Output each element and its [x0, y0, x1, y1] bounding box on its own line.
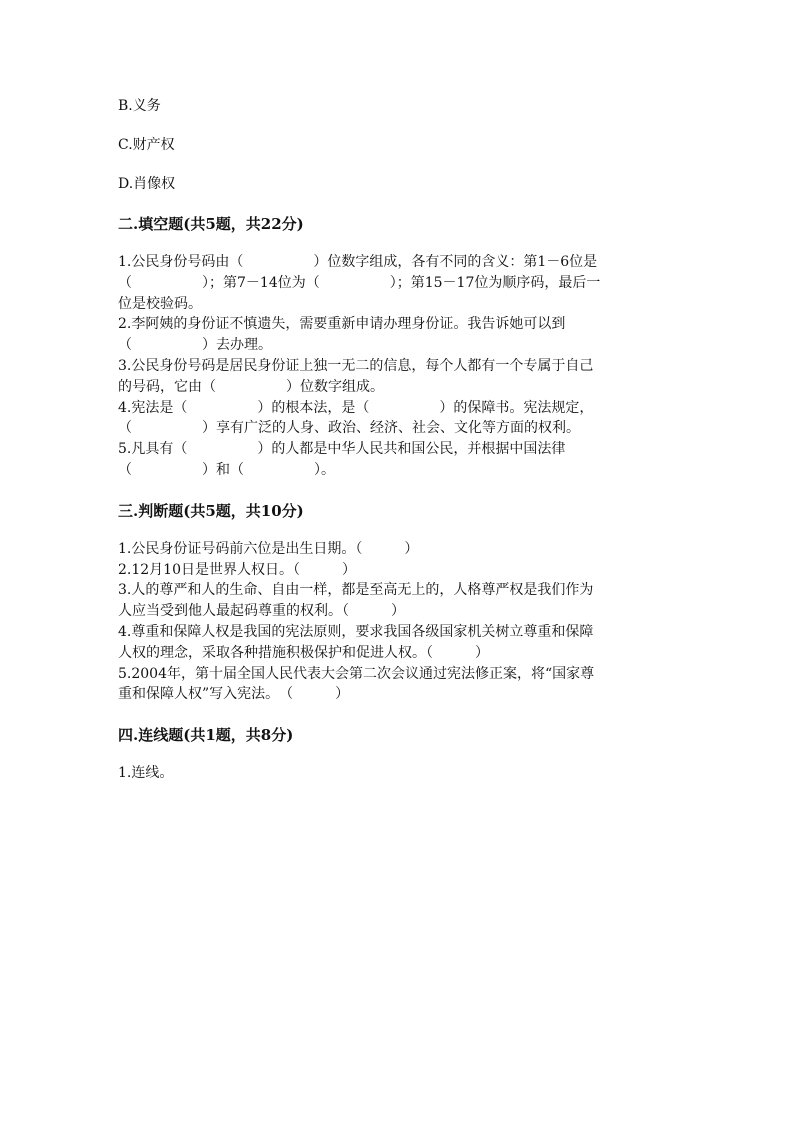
fill-in-question-1 [118, 252, 678, 314]
question-line: （ ）去办理。 [118, 337, 272, 354]
true-false-question-4 [118, 622, 678, 664]
question-line: （ ）；第7－14位为（ ）；第15－17位为顺序码，最后一 [118, 274, 601, 291]
option-b: B.义务 [118, 98, 161, 114]
true-false-question-3 [118, 580, 678, 622]
section-title-true-false: 三.判断题(共5题，共10分) [118, 501, 304, 520]
question-line: 重和保障人权”写入宪法。 （ ） [118, 686, 350, 703]
true-false-question-1 [118, 539, 678, 560]
fill-in-questions [118, 252, 678, 481]
question-line: 1.公民身份号码由（ ）位数字组成，各有不同的含义：第1－6位是 [118, 254, 598, 270]
option-d: D.肖像权 [118, 176, 176, 192]
section-title-matching: 四.连线题(共1题，共8分) [118, 726, 294, 745]
question-line: 人权的理念，采取各种措施积极保护和促进人权。（ ） [118, 644, 489, 661]
exam-page [118, 96, 678, 803]
matching-question-1 [118, 763, 678, 784]
question-line: 5.2004年，第十届全国人民代表大会第二次会议通过宪法修正案，将“国家尊 [118, 665, 595, 682]
matching-questions [118, 763, 678, 784]
fill-in-question-4 [118, 398, 678, 440]
fill-in-question-3 [118, 356, 678, 398]
question-line: （ ）享有广泛的人身、政治、经济、社会、文化等方面的权利。 [118, 420, 580, 437]
true-false-question-2 [118, 560, 678, 581]
question-line: 的号码，它由（ ）位数字组成。 [118, 378, 384, 395]
question-line: 位是校验码。 [118, 295, 202, 312]
question-line: 3.人的尊严和人的生命、自由一样，都是至高无上的，人格尊严权是我们作为 [118, 582, 594, 599]
question-line: 4.尊重和保障人权是我国的宪法原则，要求我国各级国家机关树立尊重和保障 [118, 623, 594, 640]
true-false-question-5 [118, 664, 678, 706]
question-line: 2.12月10日是世界人权日。（ ） [118, 561, 356, 578]
question-line: 1.连线。 [118, 765, 174, 782]
true-false-questions [118, 539, 678, 705]
question-line: （ ）和（ ）。 [118, 461, 335, 478]
option-c: C.财产权 [118, 137, 175, 153]
question-line: 2.李阿姨的身份证不慎遗失，需要重新申请办理身份证。我告诉她可以到 [118, 316, 566, 333]
question-line: 3.公民身份号码是居民身份证上独一无二的信息，每个人都有一个专属于自己 [118, 357, 594, 374]
fill-in-question-2 [118, 314, 678, 356]
fill-in-question-5 [118, 439, 678, 481]
question-line: 人应当受到他人最起码尊重的权利。（ ） [118, 603, 405, 620]
question-line: 5.凡具有（ ）的人都是中华人民共和国公民，并根据中国法律 [118, 441, 566, 458]
question-line: 1.公民身份证号码前六位是出生日期。（ ） [118, 540, 419, 557]
section-title-fill-in: 二.填空题(共5题，共22分) [118, 215, 304, 233]
question-line: 4.宪法是（ ）的根本法，是（ ）的保障书。宪法规定， [118, 399, 594, 416]
